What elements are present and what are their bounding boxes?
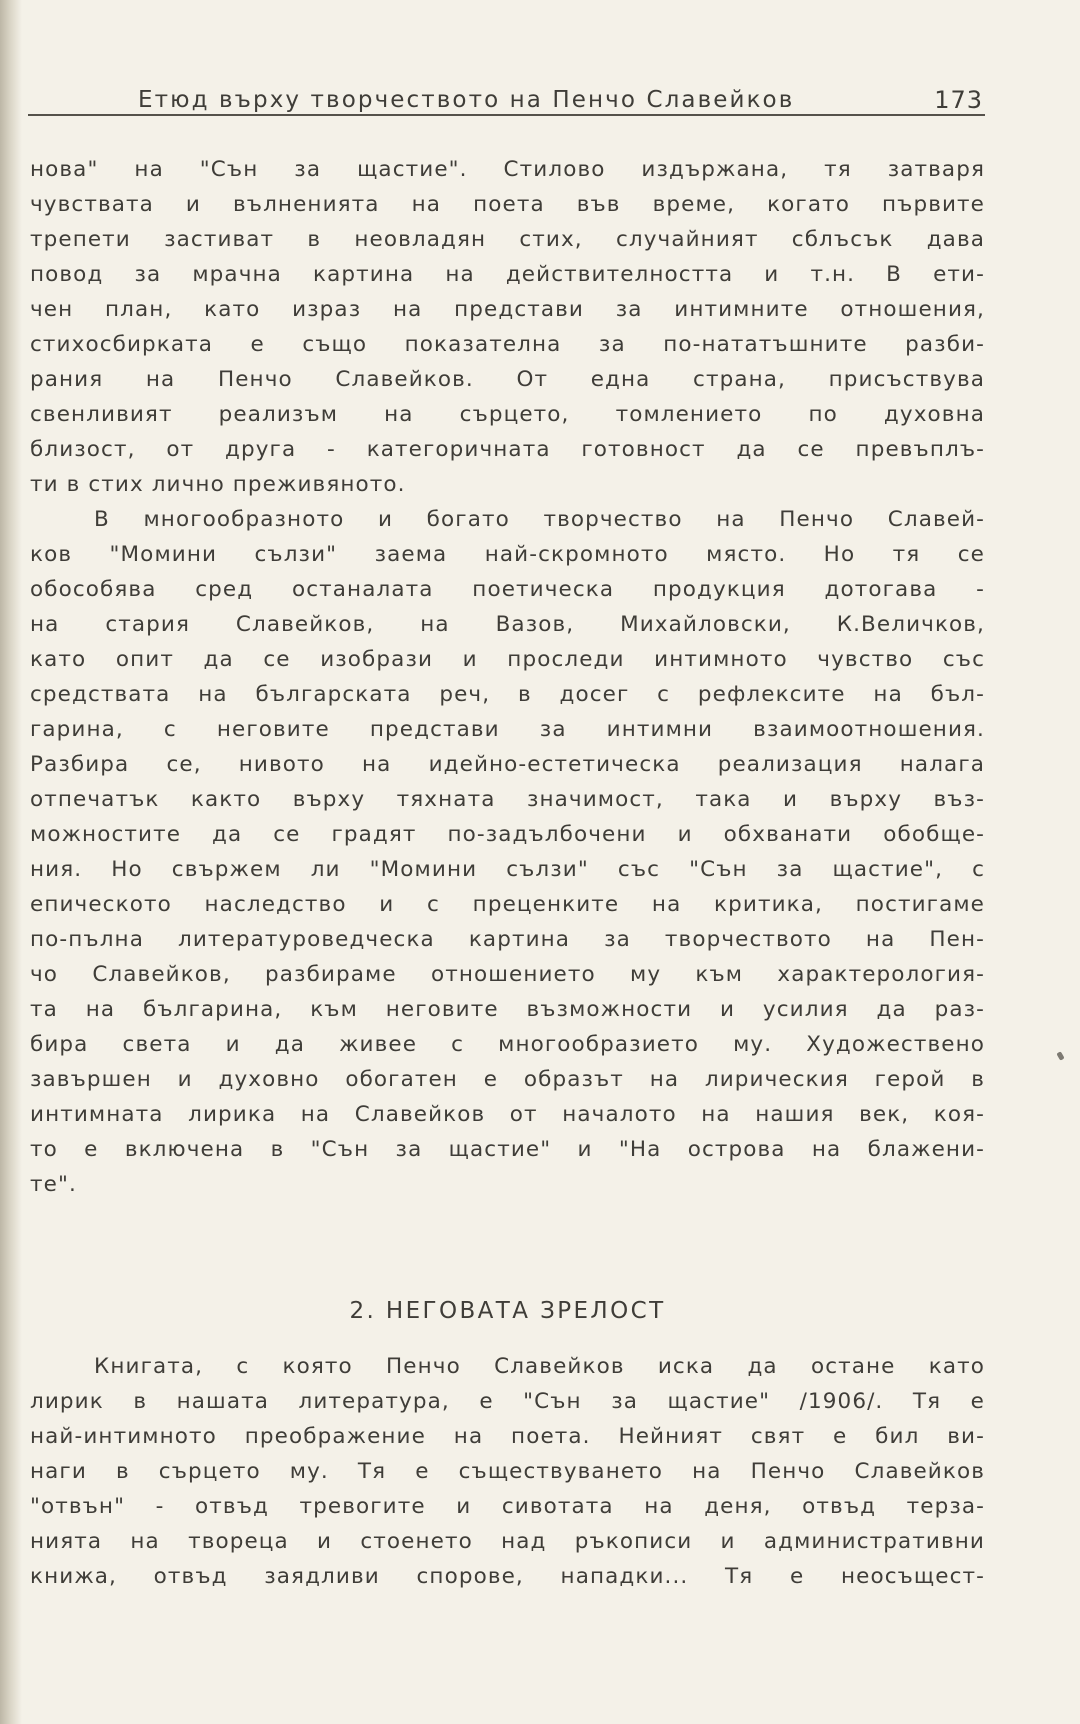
text-line: то е включена в "Сън за щастие" и "На острова на блажени- <box>30 1137 985 1162</box>
text-line: нова" на "Сън за щастие". Стилово издържана, тя затваря <box>30 157 985 182</box>
text-line: гарина, с неговите представи за интимни взаимоотношения. <box>30 717 985 742</box>
text-line: Разбира се, нивото на идейно-естетическа реализация налага <box>30 752 985 777</box>
text-line: отпечатък както върху тяхната значимост, така и върху въз- <box>30 787 985 812</box>
running-title: Етюд върху творчеството на Пенчо Славейков <box>138 87 795 113</box>
text-line: повод за мрачна картина на действителността и т.н. В ети- <box>30 262 985 287</box>
running-header <box>28 86 985 116</box>
text-line: на стария Славейков, на Вазов, Михайловски, К.Величков, <box>30 612 985 637</box>
text-line: можностите да се градят по-задълбочени и обхванати обобще- <box>30 822 985 847</box>
text-line: ния. Но свържем ли "Момини сълзи" със "Сън за щастие", с <box>30 857 985 882</box>
text-line: те". <box>30 1172 77 1197</box>
text-line: наги в сърцето му. Тя е съществуването на Пенчо Славейков <box>30 1459 985 1484</box>
text-line: В многообразното и богато творчество на Пенчо Славей- <box>94 507 985 532</box>
text-line: завършен и духовно обогатен е образът на лирическия герой в <box>30 1067 985 1092</box>
text-line: интимната лирика на Славейков от началото на нашия век, коя- <box>30 1102 985 1127</box>
text-line: обособява сред останалата поетическа продукция дотогава - <box>30 577 985 602</box>
text-line: най-интимното преображение на поета. Нейният свят е бил ви- <box>30 1424 985 1449</box>
text-line: рания на Пенчо Славейков. От една страна, присъствува <box>30 367 985 392</box>
text-line: по-пълна литературоведческа картина за творчеството на Пен- <box>30 927 985 952</box>
text-line: чен план, като израз на представи за интимните отношения, <box>30 297 985 322</box>
text-line: книжа, отвъд заядливи спорове, нападки... Тя е неосъщест- <box>30 1564 985 1589</box>
text-line: "отвън" - отвъд тревогите и сивотата на деня, отвъд терза- <box>30 1494 985 1519</box>
text-line: близост, от друга - категоричната готовност да се превъплъ- <box>30 437 985 462</box>
section-heading: 2. НЕГОВАТА ЗРЕЛОСТ <box>349 1298 666 1324</box>
page-number: 173 <box>934 86 983 114</box>
text-line: нията на твореца и стоенето над ръкописи и административни <box>30 1529 985 1554</box>
text-line: ков "Момини сълзи" заема най-скромното място. Но тя се <box>30 542 985 567</box>
text-line: ти в стих лично преживяното. <box>30 472 406 497</box>
text-line: като опит да се изобрази и проследи интимното чувство със <box>30 647 985 672</box>
text-line: Книгата, с която Пенчо Славейков иска да остане като <box>94 1354 985 1379</box>
print-speck <box>1056 1051 1064 1060</box>
text-line: средствата на българската реч, в досег с рефлексите на бъл- <box>30 682 985 707</box>
text-line: бира света и да живее с многообразието му. Художествено <box>30 1032 985 1057</box>
text-line: стихосбирката е също показателна за по-нататъшните разби- <box>30 332 985 357</box>
text-line: свенливият реализъм на сърцето, томлението по духовна <box>30 402 985 427</box>
text-line: лирик в нашата литература, е "Сън за щастие" /1906/. Тя е <box>30 1389 985 1414</box>
text-line: чо Славейков, разбираме отношението му към характерология- <box>30 962 985 987</box>
text-line: чувствата и вълненията на поета във време, когато първите <box>30 192 985 217</box>
text-line: трепети застиват в неовладян стих, случайният сблъсък дава <box>30 227 985 252</box>
text-line: та на българина, към неговите възможности и усилия да раз- <box>30 997 985 1022</box>
text-line: епическото наследство и с преценките на критика, постигаме <box>30 892 985 917</box>
